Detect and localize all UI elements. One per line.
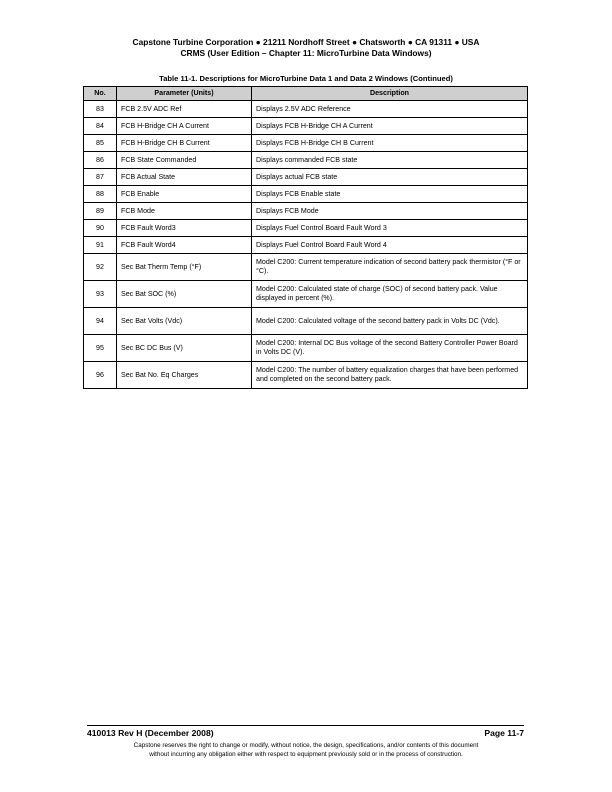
column-header-parameter: Parameter (Units) <box>117 87 252 101</box>
row-parameter: FCB State Commanded <box>117 152 252 169</box>
disclaimer-line-2: without incurring any obligation either with respect to equipment previously sold or in the process of construction. <box>149 750 463 758</box>
row-number: 93 <box>84 281 117 308</box>
row-parameter: FCB H-Bridge CH A Current <box>117 118 252 135</box>
row-parameter: Sec Bat SOC (%) <box>117 281 252 308</box>
row-number: 94 <box>84 308 117 335</box>
table-row <box>84 220 528 237</box>
row-number: 89 <box>84 203 117 220</box>
row-description: Displays FCB Enable state <box>252 186 528 203</box>
row-description: Displays Fuel Control Board Fault Word 3 <box>252 220 528 237</box>
table-row <box>84 135 528 152</box>
row-description: Model C200: Current temperature indication of second battery pack thermistor (°F or °C). <box>252 254 528 281</box>
column-header-description: Description <box>252 87 528 101</box>
row-description: Displays commanded FCB state <box>252 152 528 169</box>
row-parameter: Sec Bat Volts (Vdc) <box>117 308 252 335</box>
page-header <box>0 37 612 58</box>
row-description: Displays FCB Mode <box>252 203 528 220</box>
row-parameter: FCB Fault Word3 <box>117 220 252 237</box>
row-number: 92 <box>84 254 117 281</box>
footer-disclaimer <box>0 742 612 759</box>
table-row <box>84 203 528 220</box>
row-parameter: FCB Mode <box>117 203 252 220</box>
row-description: Displays 2.5V ADC Reference <box>252 101 528 118</box>
row-number: 96 <box>84 362 117 389</box>
table-row <box>84 101 528 118</box>
column-header-no: No. <box>84 87 117 101</box>
disclaimer-line-1: Capstone reserves the right to change or modify, without notice, the design, specifications, and/or contents of this document <box>133 742 479 749</box>
row-description: Displays FCB H-Bridge CH A Current <box>252 118 528 135</box>
row-parameter: Sec Bat No. Eq Charges <box>117 362 252 389</box>
row-description: Model C200: The number of battery equalization charges that have been performed and completed on the second battery pack. <box>252 362 528 389</box>
row-number: 84 <box>84 118 117 135</box>
row-parameter: Sec BC DC Bus (V) <box>117 335 252 362</box>
header-company-line: Capstone Turbine Corporation ● 21211 Nordhoff Street ● Chatsworth ● CA 91311 ● USA <box>132 37 480 47</box>
row-number: 95 <box>84 335 117 362</box>
table-header-row <box>84 87 528 101</box>
footer-page-number: Page 11-7 <box>484 728 524 738</box>
table-row <box>84 335 528 362</box>
row-description: Displays Fuel Control Board Fault Word 4 <box>252 237 528 254</box>
table-row <box>84 281 528 308</box>
table-title: Table 11-1. Descriptions for MicroTurbine Data 1 and Data 2 Windows (Continued) <box>159 74 453 83</box>
table-row <box>84 118 528 135</box>
row-description: Displays actual FCB state <box>252 169 528 186</box>
table-row <box>84 169 528 186</box>
descriptions-table <box>83 86 528 389</box>
row-number: 86 <box>84 152 117 169</box>
row-parameter: FCB 2.5V ADC Ref <box>117 101 252 118</box>
footer-document-id: 410013 Rev H (December 2008) <box>87 728 214 738</box>
table-row <box>84 308 528 335</box>
row-parameter: FCB H-Bridge CH B Current <box>117 135 252 152</box>
row-number: 91 <box>84 237 117 254</box>
row-description: Model C200: Calculated voltage of the second battery pack in Volts DC (Vdc). <box>252 308 528 335</box>
row-description: Model C200: Calculated state of charge (SOC) of second battery pack. Value displayed in percent (%). <box>252 281 528 308</box>
row-parameter: Sec Bat Therm Temp (°F) <box>117 254 252 281</box>
row-number: 83 <box>84 101 117 118</box>
table-row <box>84 237 528 254</box>
row-description: Model C200: Internal DC Bus voltage of the second Battery Controller Power Board in Volts DC (V). <box>252 335 528 362</box>
row-parameter: FCB Enable <box>117 186 252 203</box>
header-chapter-line: CRMS (User Edition – Chapter 11: MicroTurbine Data Windows) <box>180 47 432 58</box>
row-parameter: FCB Fault Word4 <box>117 237 252 254</box>
row-number: 85 <box>84 135 117 152</box>
row-description: Displays FCB H-Bridge CH B Current <box>252 135 528 152</box>
footer-divider <box>87 725 524 726</box>
row-number: 87 <box>84 169 117 186</box>
row-number: 88 <box>84 186 117 203</box>
row-number: 90 <box>84 220 117 237</box>
table-row <box>84 152 528 169</box>
table-row <box>84 362 528 389</box>
table-row <box>84 186 528 203</box>
table-row <box>84 254 528 281</box>
row-parameter: FCB Actual State <box>117 169 252 186</box>
